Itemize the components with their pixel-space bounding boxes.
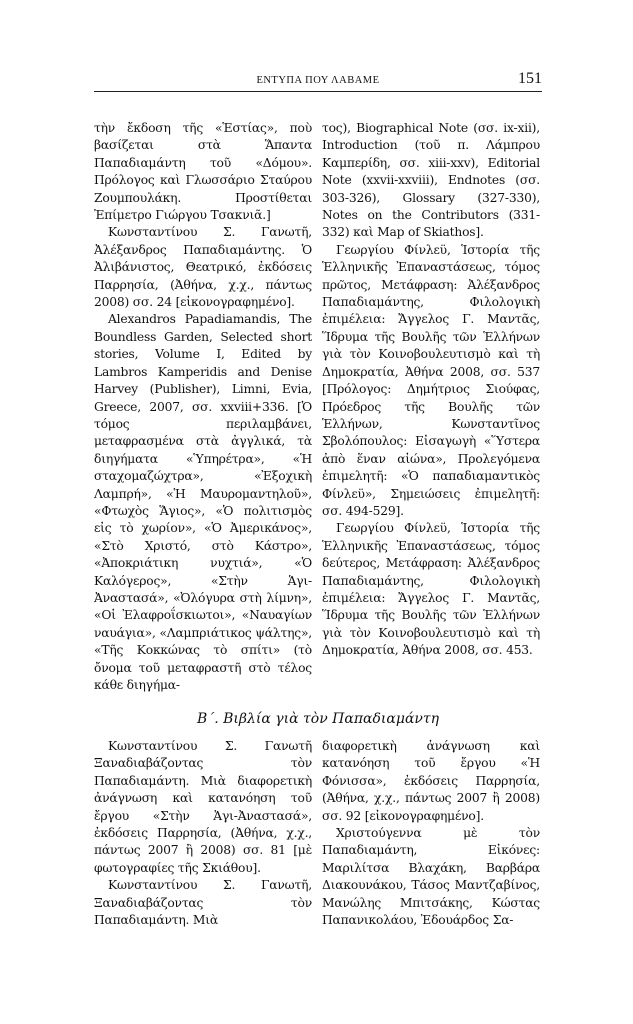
- entry-finlay-vol2: Γεωργίου Φίνλεϋ, Ἱστορία τῆς Ἑλληνικῆς Ἐπαναστάσεως, τόμος δεύτερος, Μετάφραση: Ἀλέξανδρος Παπαδιαμάντης, Φιλολογικὴ ἐπιμέλεια: Ἄγγελος Γ. Μαντᾶς, Ἵδρυμα τῆς Βουλῆς τῶν Ἑλλήνων γιὰ τὸν Κοινοβουλευτισμὸ καὶ τὴ Δημοκρατία, Ἀθήνα 2008, σσ. 453.: [322, 521, 540, 658]
- entry-christmas-papadiamantis: Χριστούγεννα μὲ τὸν Παπαδιαμάντη, Εἰκόνες: Μαριλίτσα Βλαχάκη, Βαρβάρα Διακουνάκου, Τάσος Μαντζαβίνος, Μανώλης Μπιτσάκης, Κώστας Παπανικολάου, Ἐδουάρδος Σα-: [322, 826, 540, 928]
- text-column-top-right: [322, 120, 540, 660]
- entry-ganotis-fonissa: Κωνσταντίνου Σ. Γανωτῆ, Ξαναδιαβάζοντας τὸν Παπαδιαμάντη. Μιὰ: [94, 878, 312, 928]
- section-heading: Β΄. Βιβλία γιὰ τὸν Παπαδιαμάντη: [196, 711, 440, 727]
- entry-boundless-garden: Alexandros Papadiamandis, The Boundless Garden, Selected short stories, Volume I, Edited by Lambros Kamperidis and Denise Harvey (Publisher), Limni, Evia, Greece, 2007, σσ. xxviii+336. [Ὁ τόμος περιλαμβάνει, μεταφρασμένα στὰ ἀγγλικά, τὰ διηγήματα «Ὑπηρέτρα», «Ἡ σταχομαζώχτρα», «Ἐξοχικὴ Λαμπρή», «Ἡ Μαυρομαντηλοῦ», «Φτωχὸς Ἅγιος», «Ὁ πολιτισμὸς εἰς τὸ χωρίον», «Ὁ Ἀμερικάνος», «Στὸ Χριστό, στὸ Κάστρο», «Ἀποκριάτικη νυχτιά», «Ὁ Καλόγερος», «Στὴν Ἁγι-Ἀναστασά», «Ὀλόγυρα στὴ λίμνη», «Οἱ Ἐλαφροΐσκιωτοι», «Ναυαγίων ναυάγια», «Λαμπριάτικος ψάλτης», «Τῆς Κοκκώνας τὸ σπίτι» (τὸ ὄνομα τοῦ μεταφραστῆ στὸ τέλος κάθε διηγήμα-: [94, 312, 312, 692]
- paragraph-continued-bottom: διαφορετικὴ ἀνάγνωση καὶ κατανόηση τοῦ ἔργου «Ἡ Φόνισσα», ἐκδόσεις Παρρησία, (Ἀθήνα, χ.χ., πάντως 2007 ἢ 2008) σσ. 92 [εἰκονογραφημένο].: [322, 739, 540, 823]
- page-number: 151: [518, 70, 542, 87]
- entry-ganotis-agi-anastasa: Κωνσταντίνου Σ. Γανωτῆ Ξαναδιαβάζοντας τὸν Παπαδιαμάντη. Μιὰ διαφορετικὴ ἀνάγνωση καὶ κατανόηση τοῦ ἔργου «Στὴν Ἁγι-Ἀναστασά», ἐκδόσεις Παρρησία, (Ἀθήνα, χ.χ., πάντως 2007 ἢ 2008) σσ. 81 [μὲ φωτογραφίες τῆς Σκιάθου].: [94, 739, 312, 875]
- text-column-bottom-right: [322, 738, 540, 929]
- text-column-bottom-left: [94, 738, 312, 929]
- page-header: [94, 72, 542, 92]
- running-title: ΕΝΤΥΠΑ ΠΟΥ ΛΑΒΑΜΕ: [256, 75, 380, 86]
- entry-finlay-vol1: Γεωργίου Φίνλεϋ, Ἱστορία τῆς Ἑλληνικῆς Ἐπαναστάσεως, τόμος πρῶτος, Μετάφραση: Ἀλέξανδρος Παπαδιαμάντης, Φιλολογικὴ ἐπιμέλεια: Ἄγγελος Γ. Μαντᾶς, Ἵδρυμα τῆς Βουλῆς τῶν Ἑλλήνων γιὰ τὸν Κοινοβουλευτισμὸ καὶ τὴ Δημοκρατία, Ἀθήνα 2008, σσ. 537 [Πρόλογος: Δημήτριος Σιούφας, Πρόεδρος τῆς Βουλῆς τῶν Ἑλλήνων, Κωνσταντῖνος Σβολόπουλος: Εἰσαγωγὴ «Ὕστερα ἀπὸ ἕναν αἰώνα», Προλεγόμενα ἐπιμελητῆ: «Ὁ παπαδιαμαντικὸς Φίνλεϋ», Σημειώσεις ἐπιμελητῆ: σσ. 494-529].: [322, 242, 540, 518]
- entry-alivanistos: Κωνσταντίνου Σ. Γανωτῆ, Ἀλέξανδρος Παπαδιαμάντης. Ὁ Ἀλιβάνιστος, Θεατρικό, ἐκδόσεις Παρρησία, (Ἀθήνα, χ.χ., πάντως 2008) σσ. 24 [εἰκονογραφημένο].: [94, 225, 312, 310]
- paragraph-continued: τὴν ἔκδοση τῆς «Ἑστίας», ποὺ βασίζεται στὰ Ἅπαντα Παπαδιαμάντη τοῦ «Δόμου». Πρόλογος καὶ Γλωσσάριο Σταύρου Ζουμπουλάκη. Προστίθεται Ἐπίμετρο Γιώργου Τσακνιᾶ.]: [94, 121, 312, 223]
- paragraph-continued-right: τος), Biographical Note (σσ. ix-xii), Introduction (τοῦ π. Λάμπρου Καμπερίδη, σσ. xiii-xxv), Editorial Note (xxvii-xxviii), Endnotes (σσ. 303-326), Glossary (327-330), Notes on the Contributors (331-332) καὶ Map of Skiathos].: [322, 121, 540, 240]
- header-rule: [94, 91, 542, 92]
- text-column-top-left: [94, 120, 312, 694]
